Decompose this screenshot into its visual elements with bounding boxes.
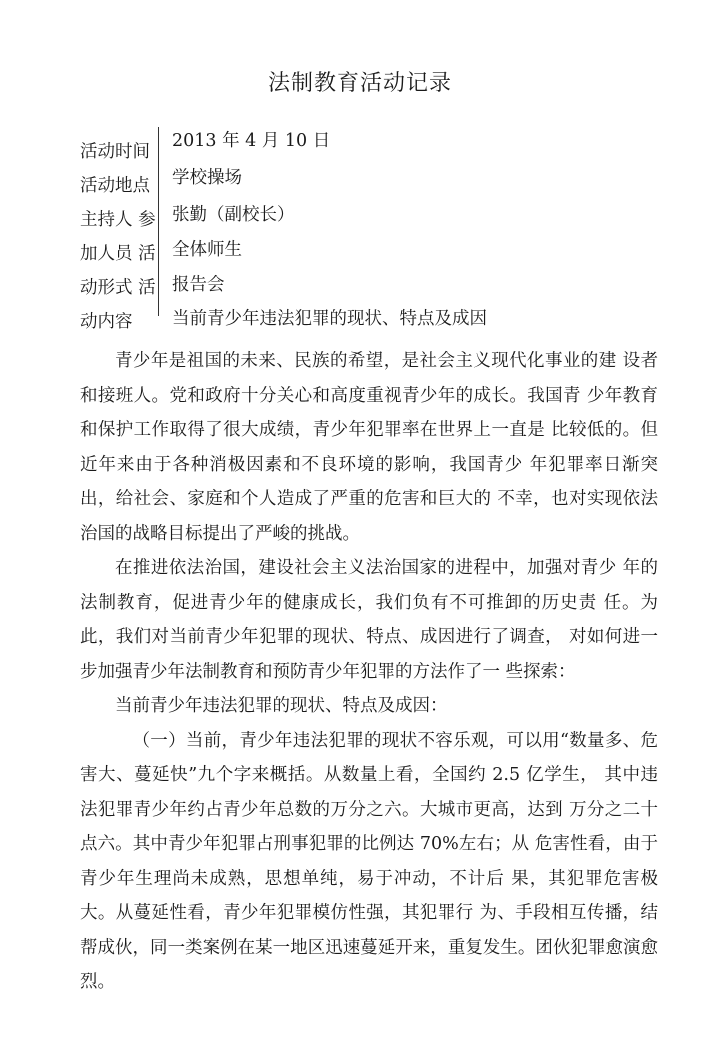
label-form-content: 动形式 活 [80, 278, 156, 298]
label-participants-form: 加人员 活 [80, 244, 156, 264]
value-host: 张勤（副校长） [172, 205, 295, 225]
info-value-column [172, 127, 592, 329]
paragraph-current-status: （一）当前，青少年违法犯罪的现状不容乐观，可以用“数量多、危害大、蔓延快”九个字来概括。从数量上看，全国约 2.5 亿学生， 其中违法犯罪青少年约占青少年总数的万分之六。大城市更高，达到 万分之二十点六。其中青少年犯罪占刑事犯罪的比例达 70%左右；从 危害性看，由于青少年生理尚未成熟，思想单纯，易于冲动，不计后 果，其犯罪危害极大。从蔓延性看，青少年犯罪模仿性强，其犯罪行 为、手段相互传播，结帮成伙，同一类案例在某一地区迅速蔓延开来，重复发生。团伙犯罪愈演愈烈。 [80, 730, 658, 992]
value-activity-content: 当前青少年违法犯罪的现状、特点及成因 [172, 309, 487, 329]
label-activity-location: 活动地点 [80, 176, 150, 196]
info-label-column [80, 134, 156, 332]
value-activity-time: 2013 年 4 月 10 日 [172, 131, 331, 151]
value-activity-location: 学校操场 [172, 168, 242, 188]
label-host-participants: 主持人 参 [80, 210, 156, 230]
paragraph-intro: 青少年是祖国的未来、民族的希望，是社会主义现代化事业的建 设者和接班人。党和政府十分关心和高度重视青少年的成长。我国青 少年教育和保护工作取得了很大成绩，青少年犯罪率在世界上一直是 比较低的。但近年来由于各种消极因素和不良环境的影响，我国青少 年犯罪率日渐突出，给社会、家庭和个人造成了严重的危害和巨大的 不幸，也对实现依法治国的战略目标提出了严峻的挑战。 [80, 351, 658, 544]
value-activity-form: 报告会 [172, 275, 225, 295]
document-title: 法制教育活动记录 [267, 71, 452, 96]
document-body [80, 344, 658, 1000]
label-content: 动内容 [80, 312, 133, 332]
value-participants: 全体师生 [172, 240, 242, 260]
info-divider [158, 127, 159, 316]
paragraph-legal-education: 在推进依法治国，建设社会主义法治国家的进程中，加强对青少 年的法制教育，促进青少年的健康成长，我们负有不可推卸的历史责 任。为此，我们对当前青少年犯罪的现状、特点、成因进行了调查， 对如何进一步加强青少年法制教育和预防青少年犯罪的方法作了一 些探索： [80, 558, 658, 682]
paragraph-section-heading: 当前青少年违法犯罪的现状、特点及成因： [115, 696, 448, 716]
label-activity-time: 活动时间 [80, 142, 150, 162]
